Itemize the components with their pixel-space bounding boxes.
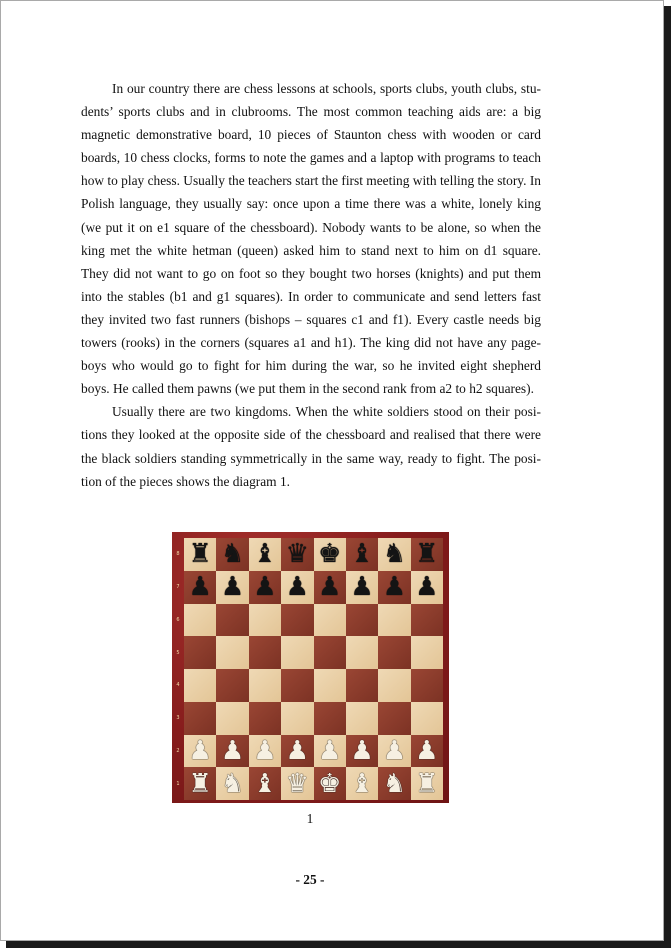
- square-g6: [378, 604, 410, 637]
- white-rook-icon: ♜: [188, 768, 212, 799]
- white-pawn-icon: ♟: [220, 735, 245, 766]
- square-b5: [216, 636, 248, 669]
- square-h5: [411, 636, 443, 669]
- square-d1: [281, 767, 313, 800]
- square-a5: [184, 636, 216, 669]
- square-h2: [411, 735, 443, 768]
- square-c1: [249, 767, 281, 800]
- chess-diagram: [172, 532, 449, 803]
- paragraph-2: Usually there are two kingdoms. When the white soldiers stood on their posi-tions they looked at the opposite side of the chessboard and realised that there were the black soldiers standing symmetrically in the same way, ready to fight. The posi-tion of the pieces shows the diagram 1.: [81, 404, 541, 489]
- square-a1: [184, 767, 216, 800]
- white-pawn-icon: ♟: [350, 735, 374, 766]
- white-knight-icon: ♞: [220, 768, 245, 799]
- square-e1: [314, 767, 346, 800]
- white-rook-icon: ♜: [415, 768, 439, 799]
- square-f1: [346, 767, 378, 800]
- white-pawn-icon: ♟: [318, 735, 342, 766]
- white-pawn-icon: ♟: [253, 735, 277, 766]
- square-e5: [314, 636, 346, 669]
- square-h6: [411, 604, 443, 637]
- square-a6: [184, 604, 216, 637]
- black-queen-icon: ♛: [285, 539, 309, 570]
- square-f8: [346, 538, 378, 571]
- black-pawn-icon: ♟: [220, 572, 245, 603]
- square-h3: [411, 702, 443, 735]
- square-e3: [314, 702, 346, 735]
- black-bishop-icon: ♝: [350, 539, 374, 570]
- black-knight-icon: ♞: [220, 539, 245, 570]
- rank-label: 1: [176, 780, 180, 787]
- white-bishop-icon: ♝: [350, 768, 374, 799]
- paragraph-1: In our country there are chess lessons at schools, sports clubs, youth clubs, stu-dents’ sports clubs and in clubrooms. The most common teaching aids are: a big magnetic demonstrative board, 10 pieces of Staunton chess with wooden or card boards, 10 chess clocks, forms to note the games and a laptop with programs to teach how to play chess. Usually the teachers start the first meeting with telling the story. In Polish language, they usually say: once upon a time there was a white, lonely king (we put it on e1 square of the chessboard). Nobody wants to be alone, so when the king met the white hetman (queen) asked him to stand next to him on d1 square. They did not want to go on foot so they bought two horses (knights) and put them into the stables (b1 and g1 squares). In order to communicate and send letters fast they invited two fast runners (bishops – squares c1 and f1). Every castle needs big towers (rooks) in the corners (squares a1 and h1). The king did not have any page-boys who would go to fight for him during the war, so he invited eight shepherd boys. He called them pawns (we put them in the second rank from a2 to h2 squares).: [81, 81, 541, 397]
- black-pawn-icon: ♟: [188, 572, 212, 603]
- square-b3: [216, 702, 248, 735]
- square-f6: [346, 604, 378, 637]
- black-pawn-icon: ♟: [318, 572, 342, 603]
- square-a2: [184, 735, 216, 768]
- page-number: - 25 -: [295, 872, 325, 887]
- diagram-caption: 1: [306, 811, 314, 826]
- body-text: [81, 77, 541, 493]
- square-b4: [216, 669, 248, 702]
- black-pawn-icon: ♟: [350, 572, 374, 603]
- square-g3: [378, 702, 410, 735]
- square-b8: [216, 538, 248, 571]
- square-b6: [216, 604, 248, 637]
- square-d8: [281, 538, 313, 571]
- black-rook-icon: ♜: [415, 539, 439, 570]
- square-c4: [249, 669, 281, 702]
- square-e7: [314, 571, 346, 604]
- square-c6: [249, 604, 281, 637]
- square-f3: [346, 702, 378, 735]
- square-a7: [184, 571, 216, 604]
- square-h7: [411, 571, 443, 604]
- square-d2: [281, 735, 313, 768]
- square-c7: [249, 571, 281, 604]
- square-f4: [346, 669, 378, 702]
- white-pawn-icon: ♟: [415, 735, 439, 766]
- white-pawn-icon: ♟: [188, 735, 212, 766]
- square-h8: [411, 538, 443, 571]
- white-bishop-icon: ♝: [253, 768, 277, 799]
- square-d6: [281, 604, 313, 637]
- square-b2: [216, 735, 248, 768]
- square-d5: [281, 636, 313, 669]
- square-b7: [216, 571, 248, 604]
- square-a8: [184, 538, 216, 571]
- rank-label: 2: [176, 747, 180, 754]
- white-king-icon: ♚: [318, 768, 342, 799]
- square-b1: [216, 767, 248, 800]
- square-h1: [411, 767, 443, 800]
- square-g5: [378, 636, 410, 669]
- rank-label: 6: [176, 616, 180, 623]
- rank-label: 3: [176, 715, 180, 722]
- square-d7: [281, 571, 313, 604]
- black-knight-icon: ♞: [382, 539, 407, 570]
- square-d4: [281, 669, 313, 702]
- square-c5: [249, 636, 281, 669]
- black-king-icon: ♚: [318, 539, 342, 570]
- white-pawn-icon: ♟: [285, 735, 309, 766]
- white-knight-icon: ♞: [382, 768, 407, 799]
- rank-label: 5: [176, 649, 180, 656]
- square-c2: [249, 735, 281, 768]
- square-g8: [378, 538, 410, 571]
- square-h4: [411, 669, 443, 702]
- square-a4: [184, 669, 216, 702]
- square-f7: [346, 571, 378, 604]
- page-shadow-right: [664, 6, 671, 948]
- square-f5: [346, 636, 378, 669]
- black-pawn-icon: ♟: [415, 572, 439, 603]
- black-pawn-icon: ♟: [253, 572, 277, 603]
- square-g4: [378, 669, 410, 702]
- square-g7: [378, 571, 410, 604]
- white-queen-icon: ♛: [285, 768, 309, 799]
- black-rook-icon: ♜: [188, 539, 212, 570]
- square-f2: [346, 735, 378, 768]
- black-pawn-icon: ♟: [382, 572, 407, 603]
- square-e8: [314, 538, 346, 571]
- square-d3: [281, 702, 313, 735]
- square-g2: [378, 735, 410, 768]
- square-e4: [314, 669, 346, 702]
- square-e2: [314, 735, 346, 768]
- rank-label: 4: [176, 682, 180, 689]
- chessboard: [184, 538, 443, 800]
- white-pawn-icon: ♟: [382, 735, 407, 766]
- rank-label: 7: [176, 584, 180, 591]
- square-g1: [378, 767, 410, 800]
- black-pawn-icon: ♟: [285, 572, 309, 603]
- rank-labels: [173, 538, 183, 800]
- square-c8: [249, 538, 281, 571]
- square-e6: [314, 604, 346, 637]
- black-bishop-icon: ♝: [253, 539, 277, 570]
- rank-label: 8: [176, 551, 180, 558]
- square-a3: [184, 702, 216, 735]
- page-shadow-bottom: [6, 941, 671, 948]
- square-c3: [249, 702, 281, 735]
